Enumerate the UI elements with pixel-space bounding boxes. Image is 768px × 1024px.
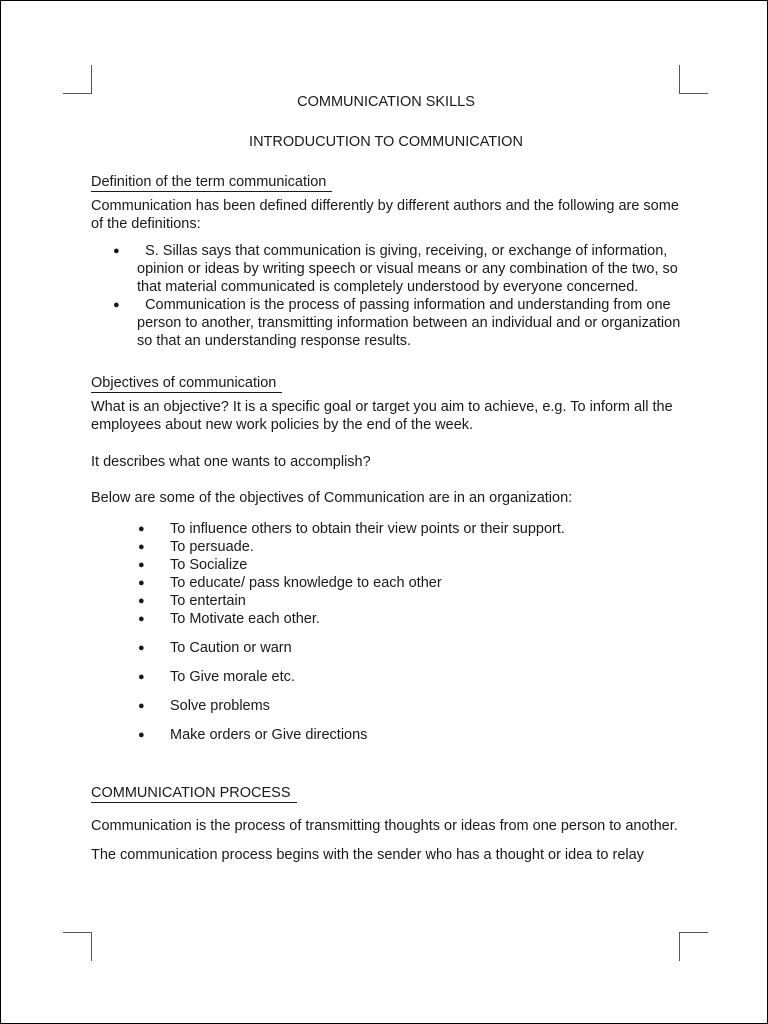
list-item: ● Make orders or Give directions: [91, 726, 681, 744]
list-item: ● To influence others to obtain their view points or their support.: [91, 520, 681, 538]
objectives-list: [91, 520, 681, 744]
process-heading: COMMUNICATION PROCESS: [91, 785, 297, 803]
list-item: ● To entertain: [91, 592, 681, 610]
list-item: [91, 296, 681, 350]
list-item: ● To Motivate each other.: [91, 610, 681, 628]
definition-item-text: S. Sillas says that communication is giving, receiving, or exchange of information, opinion or ideas by writing speech or visual means or any combination of the two, so that material communicated is completely understood by everyone concerned.: [137, 243, 678, 295]
definition-heading: Definition of the term communication: [91, 174, 332, 192]
objectives-heading: Objectives of communication: [91, 375, 282, 393]
document-subtitle: INTRODUCUTION TO COMMUNICATION: [249, 134, 523, 150]
list-item: [91, 242, 681, 296]
process-paragraph-2: The communication process begins with the sender who has a thought or idea to relay: [91, 847, 644, 863]
crop-mark-bottom-left: [63, 932, 92, 961]
crop-mark-bottom-right: [679, 932, 708, 961]
document-title: COMMUNICATION SKILLS: [297, 94, 475, 110]
crop-mark-top-left: [63, 65, 92, 94]
definition-list: [91, 242, 681, 350]
document-body: [91, 93, 681, 864]
process-paragraph-1: Communication is the process of transmitting thoughts or ideas from one person to another.: [91, 818, 678, 834]
list-item: ● To Socialize: [91, 556, 681, 574]
objectives-describes: It describes what one wants to accomplish?: [91, 454, 371, 470]
definition-item-text: Communication is the process of passing information and understanding from one person to another, transmitting information between an individual and or organization so that an understanding response results.: [137, 297, 681, 349]
objectives-question: What is an objective? It is a specific goal or target you aim to achieve, e.g. To inform all the employees about new work policies by the end of the week.: [91, 399, 673, 433]
list-item: ● Solve problems: [91, 697, 681, 715]
list-item: ● To persuade.: [91, 538, 681, 556]
definition-intro: Communication has been defined differently by different authors and the following are some of the definitions:: [91, 198, 679, 232]
list-item: ● To Caution or warn: [91, 639, 681, 657]
list-item: ● To Give morale etc.: [91, 668, 681, 686]
crop-mark-top-right: [679, 65, 708, 94]
list-item: ● To educate/ pass knowledge to each other: [91, 574, 681, 592]
objectives-lead: Below are some of the objectives of Communication are in an organization:: [91, 490, 573, 506]
